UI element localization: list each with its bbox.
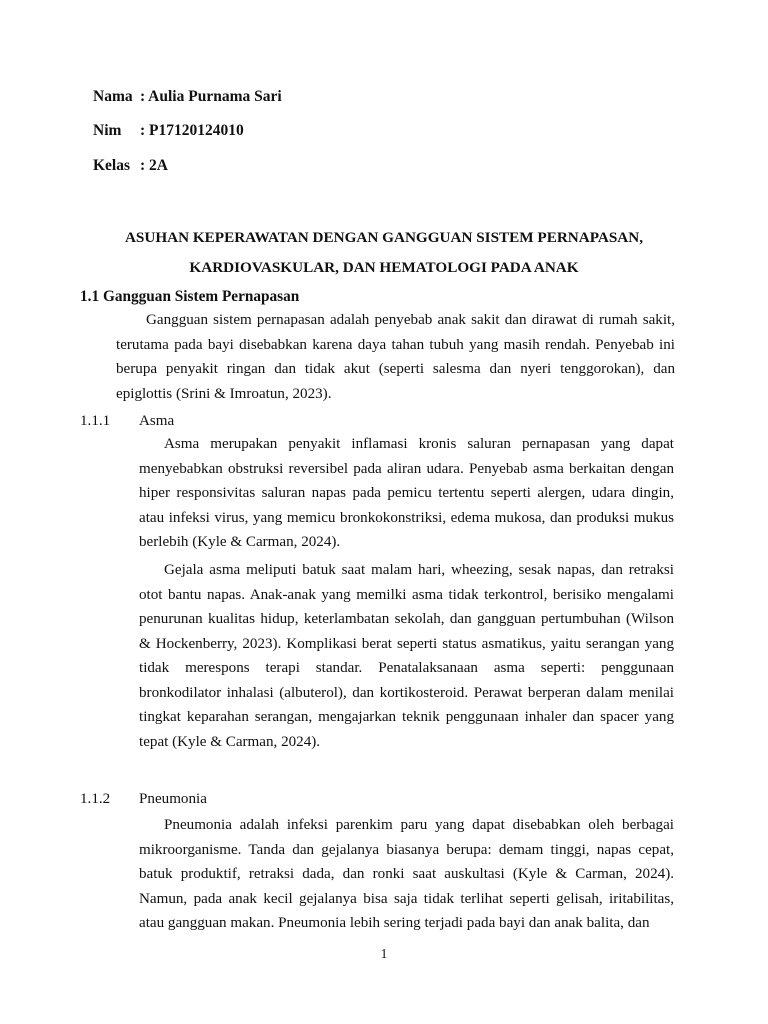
subsection-asma-heading: [80, 413, 174, 430]
asma-paragraph-2: Gejala asma meliputi batuk saat malam hari, wheezing, sesak napas, dan retraksi otot bantu napas. Anak-anak yang memilki asma tidak terkontrol, berisiko mengalami penurunan kualitas hidup, keterlambatan sekolah, dan gangguan pertumbuhan (Wilson & Hockenberry, 2023). Komplikasi berat seperti status asmatikus, yaitu serangan yang tidak merespons terapi standar. Penatalaksanaan asma seperti: penggunaan bronkodilator inhalasi (albuterol), dan kortikosteroid. Perawat berperan dalam menilai tingkat keparahan serangan, mengajarkan teknik penggunaan inhaler dan spacer yang tepat (Kyle & Carman, 2024).: [139, 562, 674, 750]
page-number: 1: [380, 946, 388, 961]
nim-value: : P17120124010: [140, 122, 244, 139]
subsection-asma-title: Asma: [139, 413, 175, 429]
student-class-row: [93, 157, 168, 175]
nim-label: Nim: [93, 122, 122, 139]
subsection-asma-number: 1.1.1: [80, 413, 111, 429]
name-value: : Aulia Purnama Sari: [140, 88, 282, 105]
name-label: Nama: [93, 88, 133, 105]
title-line-2: KARDIOVASKULAR, DAN HEMATOLOGI PADA ANAK: [189, 259, 579, 276]
subsection-pneumonia-number: 1.1.2: [80, 791, 111, 807]
section-paragraph: Gangguan sistem pernapasan adalah penyebab anak sakit dan dirawat di rumah sakit, terutama pada bayi disebabkan karena daya tahan tubuh yang masih rendah. Penyebab ini berupa penyakit ringan dan tidak akut (seperti salesma dan nyeri tenggorokan), dan epiglottis (Srini & Imroatun, 2023).: [116, 312, 675, 402]
title-line-1: ASUHAN KEPERAWATAN DENGAN GANGGUAN SISTEM PERNAPASAN,: [124, 229, 644, 246]
subsection-pneumonia-heading: [80, 791, 207, 808]
asma-paragraph-1: Asma merupakan penyakit inflamasi kronis saluran pernapasan yang dapat menyebabkan obstruksi reversibel pada aliran udara. Penyebab asma berkaitan dengan hiper responsivitas saluran napas pada pemicu tertentu seperti alergen, udara dingin, atau infeksi virus, yang memicu bronkokonstriksi, edema mukosa, dan produksi mukus berlebih (Kyle & Carman, 2024).: [139, 436, 674, 550]
class-value: : 2A: [140, 157, 168, 174]
document-title: [80, 223, 688, 283]
student-name-row: [93, 88, 282, 106]
pneumonia-paragraph-1: Pneumonia adalah infeksi parenkim paru yang dapat disebabkan oleh berbagai mikroorganisme. Tanda dan gejalanya biasanya berupa: demam tinggi, napas cepat, batuk produktif, retraksi dada, dan ronki saat auskultasi (Kyle & Carman, 2024). Namun, pada anak kecil gejalanya bisa saja tidak terlihat seperti gelisah, iritabilitas, atau gangguan makan. Pneumonia lebih sering terjadi pada bayi dan anak balita, dan: [139, 817, 674, 931]
class-label: Kelas: [93, 157, 131, 174]
section-heading: 1.1 Gangguan Sistem Pernapasan: [80, 288, 300, 305]
student-nim-row: [93, 122, 244, 140]
subsection-pneumonia-title: Pneumonia: [139, 791, 207, 807]
